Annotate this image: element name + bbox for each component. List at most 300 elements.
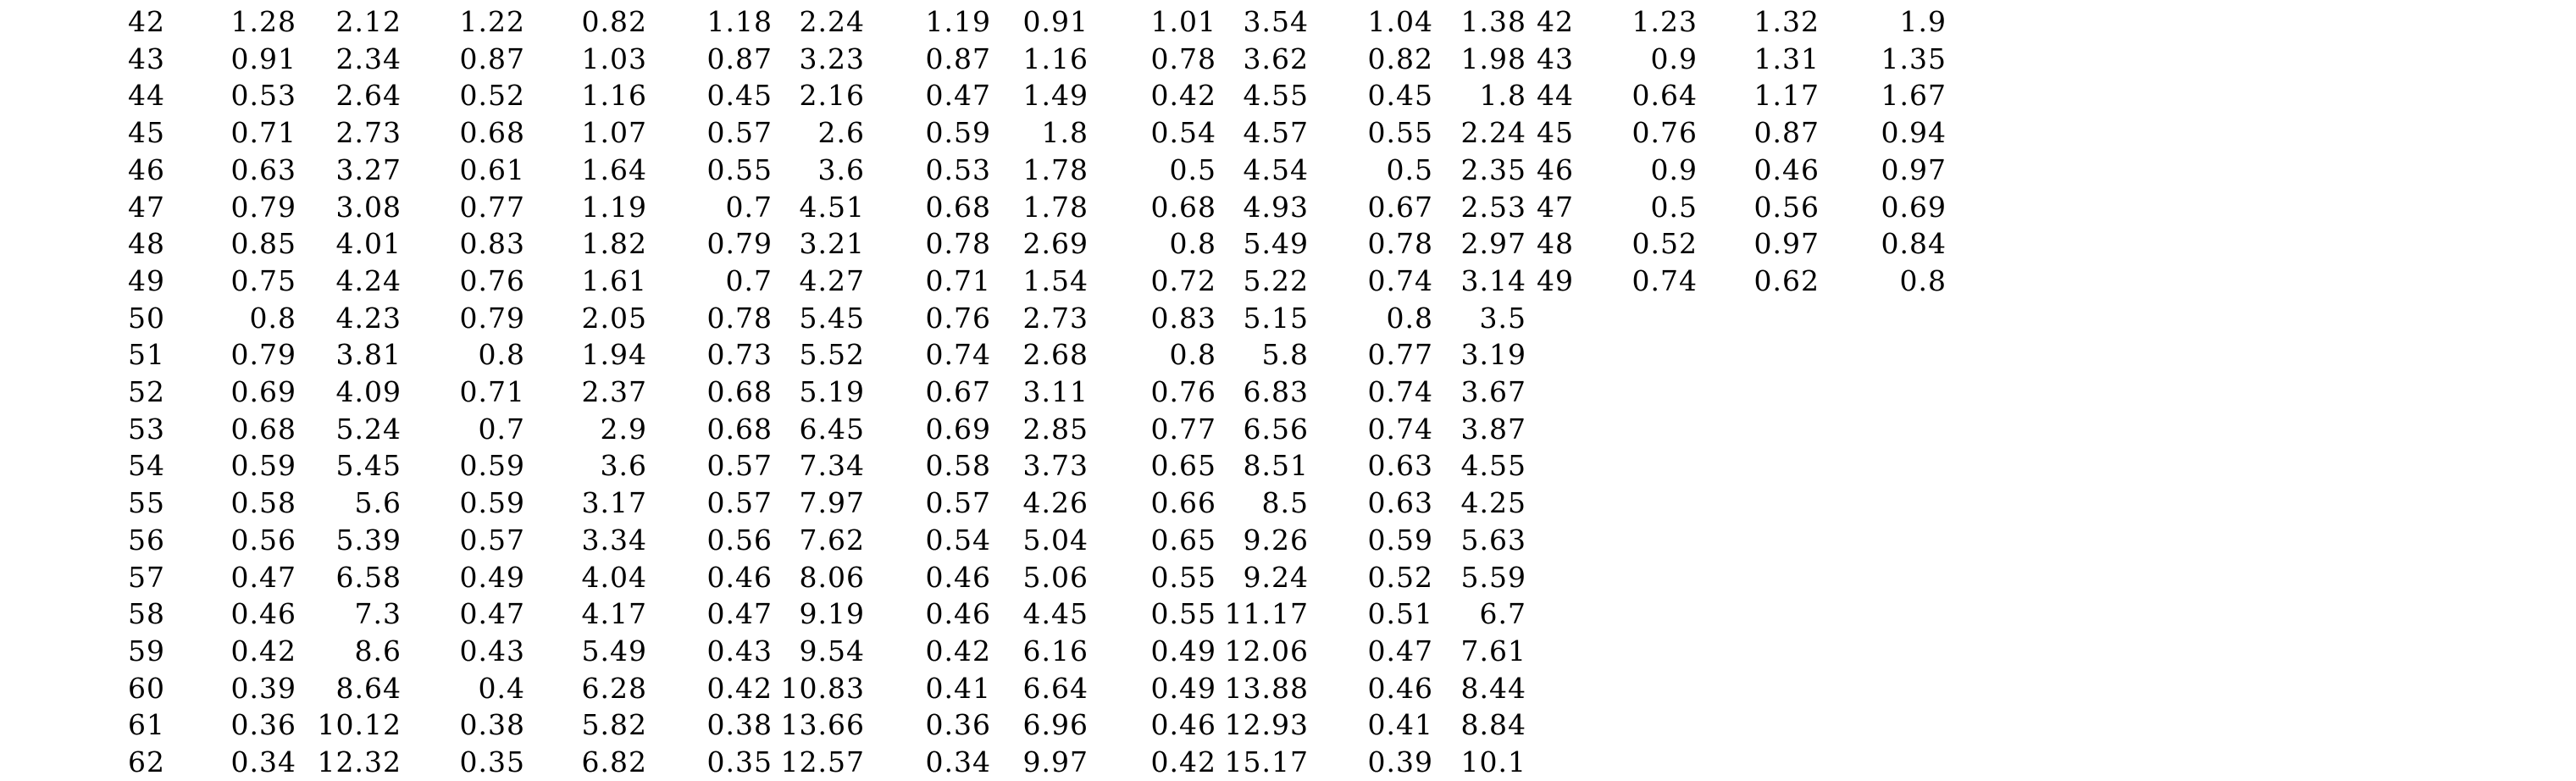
- table-cell: 0.34: [230, 745, 296, 778]
- table-cell: 2.34: [335, 42, 402, 75]
- table-row: [0, 3, 2576, 41]
- table-cell: 0.43: [459, 634, 525, 667]
- table-cell: 7.62: [799, 523, 865, 557]
- table-cell: 0.46: [1150, 708, 1216, 742]
- table-cell: 0.8: [249, 301, 296, 335]
- table-cell: 0.35: [706, 745, 773, 778]
- table-row: [0, 189, 2576, 226]
- table-cell: 0.71: [459, 375, 525, 408]
- table-cell: 0.77: [1150, 412, 1216, 446]
- table-cell: 4.26: [1022, 486, 1089, 520]
- table-cell: 0.52: [1631, 227, 1698, 261]
- table-cell: 0.68: [230, 412, 296, 446]
- row-number-cell: 46: [1537, 152, 1574, 186]
- table-cell: 0.34: [925, 745, 991, 778]
- table-cell: 0.71: [230, 116, 296, 150]
- table-cell: 1.16: [1022, 42, 1089, 75]
- table-cell: 5.39: [335, 523, 402, 557]
- table-row: [0, 485, 2576, 522]
- table-row: [0, 633, 2576, 670]
- table-row: [0, 447, 2576, 485]
- table-cell: 0.69: [1881, 190, 1947, 224]
- table-cell: 0.38: [706, 708, 773, 742]
- table-row: [0, 77, 2576, 114]
- table-cell: 5.15: [1243, 301, 1309, 335]
- table-cell: 0.42: [1150, 79, 1216, 113]
- row-number-cell: 43: [128, 42, 165, 75]
- table-cell: 3.6: [817, 152, 865, 186]
- table-cell: 0.61: [459, 152, 525, 186]
- table-cell: 3.17: [581, 486, 647, 520]
- table-cell: 12.93: [1224, 708, 1309, 742]
- table-cell: 10.83: [780, 671, 865, 705]
- table-cell: 0.68: [925, 190, 991, 224]
- table-cell: 5.19: [799, 375, 865, 408]
- table-cell: 0.8: [1899, 263, 1947, 297]
- row-number-cell: 45: [1537, 116, 1574, 150]
- table-cell: 13.88: [1224, 671, 1309, 705]
- table-cell: 4.57: [1243, 116, 1309, 150]
- row-number-cell: 56: [128, 523, 165, 557]
- table-cell: 0.38: [459, 708, 525, 742]
- table-cell: 8.84: [1460, 708, 1526, 742]
- table-cell: 0.56: [1753, 190, 1820, 224]
- table-cell: 0.76: [459, 263, 525, 297]
- table-row: [0, 670, 2576, 707]
- table-cell: 5.6: [354, 486, 402, 520]
- table-cell: 6.96: [1022, 708, 1089, 742]
- row-number-cell: 60: [128, 671, 165, 705]
- table-cell: 2.9: [600, 412, 647, 446]
- row-number-cell: 55: [128, 486, 165, 520]
- table-cell: 2.16: [799, 79, 865, 113]
- table-cell: 8.51: [1243, 449, 1309, 483]
- row-number-cell: 61: [128, 708, 165, 742]
- table-cell: 1.82: [581, 227, 647, 261]
- table-cell: 0.49: [1150, 634, 1216, 667]
- table-cell: 0.59: [925, 116, 991, 150]
- table-cell: 5.06: [1022, 560, 1089, 594]
- table-cell: 2.24: [799, 5, 865, 38]
- table-cell: 0.47: [230, 560, 296, 594]
- table-cell: 1.64: [581, 152, 647, 186]
- table-cell: 6.28: [581, 671, 647, 705]
- table-row: [0, 225, 2576, 263]
- table-cell: 5.49: [581, 634, 647, 667]
- table-cell: 4.01: [335, 227, 402, 261]
- row-number-cell: 48: [128, 227, 165, 261]
- table-cell: 0.71: [925, 263, 991, 297]
- table-cell: 4.25: [1460, 486, 1526, 520]
- table-cell: 0.74: [1631, 263, 1698, 297]
- table-cell: 1.28: [230, 5, 296, 38]
- table-cell: 4.51: [799, 190, 865, 224]
- table-cell: 3.67: [1460, 375, 1526, 408]
- table-cell: 4.54: [1243, 152, 1309, 186]
- table-cell: 1.22: [459, 5, 525, 38]
- table-cell: 8.6: [354, 634, 402, 667]
- table-cell: 3.21: [799, 227, 865, 261]
- table-cell: 0.47: [925, 79, 991, 113]
- table-cell: 9.97: [1022, 745, 1089, 778]
- table-cell: 4.04: [581, 560, 647, 594]
- table-row: [0, 374, 2576, 411]
- table-cell: 0.59: [230, 449, 296, 483]
- table-cell: 5.52: [799, 338, 865, 372]
- table-cell: 0.65: [1150, 449, 1216, 483]
- table-row: [0, 559, 2576, 596]
- table-cell: 5.22: [1243, 263, 1309, 297]
- table-cell: 0.87: [459, 42, 525, 75]
- table-cell: 1.78: [1022, 190, 1089, 224]
- table-cell: 4.23: [335, 301, 402, 335]
- table-cell: 0.57: [459, 523, 525, 557]
- table-cell: 0.49: [459, 560, 525, 594]
- table-cell: 0.75: [230, 263, 296, 297]
- table-cell: 0.59: [459, 486, 525, 520]
- table-cell: 1.98: [1460, 42, 1526, 75]
- table-cell: 0.58: [230, 486, 296, 520]
- row-number-cell: 42: [1537, 5, 1574, 38]
- table-cell: 0.74: [925, 338, 991, 372]
- table-cell: 0.76: [925, 301, 991, 335]
- table-cell: 0.57: [706, 449, 773, 483]
- table-cell: 4.55: [1243, 79, 1309, 113]
- table-cell: 7.3: [354, 597, 402, 631]
- table-cell: 0.73: [706, 338, 773, 372]
- table-cell: 0.68: [706, 375, 773, 408]
- table-cell: 5.49: [1243, 227, 1309, 261]
- table-cell: 0.69: [230, 375, 296, 408]
- table-cell: 1.01: [1150, 5, 1216, 38]
- table-cell: 0.57: [706, 116, 773, 150]
- table-cell: 13.66: [780, 708, 865, 742]
- table-cell: 0.67: [1367, 190, 1433, 224]
- table-cell: 0.83: [1150, 301, 1216, 335]
- table-cell: 12.06: [1224, 634, 1309, 667]
- row-number-cell: 44: [128, 79, 165, 113]
- table-cell: 1.9: [1899, 5, 1947, 38]
- table-cell: 3.14: [1460, 263, 1526, 297]
- table-cell: 0.79: [230, 338, 296, 372]
- table-cell: 0.5: [1386, 152, 1433, 186]
- table-row: [0, 336, 2576, 374]
- table-cell: 2.37: [581, 375, 647, 408]
- table-cell: 6.82: [581, 745, 647, 778]
- table-cell: 1.49: [1022, 79, 1089, 113]
- table-cell: 6.58: [335, 560, 402, 594]
- table-cell: 0.74: [1367, 263, 1433, 297]
- table-cell: 3.5: [1479, 301, 1526, 335]
- table-cell: 3.87: [1460, 412, 1526, 446]
- table-cell: 0.7: [725, 190, 773, 224]
- table-cell: 0.5: [1169, 152, 1216, 186]
- table-cell: 2.73: [335, 116, 402, 150]
- table-cell: 1.17: [1753, 79, 1820, 113]
- table-cell: 0.77: [1367, 338, 1433, 372]
- table-cell: 2.35: [1460, 152, 1526, 186]
- table-cell: 4.17: [581, 597, 647, 631]
- table-cell: 3.54: [1243, 5, 1309, 38]
- table-cell: 1.8: [1041, 116, 1089, 150]
- table-cell: 9.54: [799, 634, 865, 667]
- table-cell: 4.55: [1460, 449, 1526, 483]
- row-number-cell: 49: [128, 263, 165, 297]
- table-cell: 0.35: [459, 745, 525, 778]
- table-cell: 0.67: [925, 375, 991, 408]
- table-cell: 7.97: [799, 486, 865, 520]
- table-cell: 0.4: [478, 671, 525, 705]
- table-cell: 0.47: [706, 597, 773, 631]
- table-cell: 3.08: [335, 190, 402, 224]
- table-cell: 8.06: [799, 560, 865, 594]
- table-cell: 0.42: [1150, 745, 1216, 778]
- table-cell: 0.52: [1367, 560, 1433, 594]
- table-cell: 0.78: [706, 301, 773, 335]
- table-cell: 0.62: [1753, 263, 1820, 297]
- table-cell: 11.17: [1224, 597, 1309, 631]
- table-cell: 5.59: [1460, 560, 1526, 594]
- table-cell: 0.68: [459, 116, 525, 150]
- table-row: [0, 300, 2576, 337]
- table-cell: 5.04: [1022, 523, 1089, 557]
- table-cell: 5.45: [799, 301, 865, 335]
- table-cell: 1.04: [1367, 5, 1433, 38]
- table-cell: 0.55: [706, 152, 773, 186]
- table-cell: 0.97: [1881, 152, 1947, 186]
- table-cell: 0.77: [459, 190, 525, 224]
- table-cell: 2.05: [581, 301, 647, 335]
- table-cell: 0.97: [1753, 227, 1820, 261]
- table-cell: 4.93: [1243, 190, 1309, 224]
- table-cell: 1.18: [706, 5, 773, 38]
- table-cell: 1.16: [581, 79, 647, 113]
- table-cell: 0.7: [478, 412, 525, 446]
- table-cell: 0.78: [1367, 227, 1433, 261]
- row-number-cell: 54: [128, 449, 165, 483]
- table-cell: 9.26: [1243, 523, 1309, 557]
- table-cell: 0.53: [925, 152, 991, 186]
- table-cell: 0.56: [230, 523, 296, 557]
- table-cell: 2.53: [1460, 190, 1526, 224]
- table-cell: 0.58: [925, 449, 991, 483]
- table-cell: 0.41: [925, 671, 991, 705]
- table-cell: 0.87: [706, 42, 773, 75]
- row-number-cell: 58: [128, 597, 165, 631]
- table-cell: 3.81: [335, 338, 402, 372]
- table-cell: 0.82: [581, 5, 647, 38]
- table-cell: 0.63: [1367, 449, 1433, 483]
- table-cell: 0.39: [230, 671, 296, 705]
- table-cell: 0.76: [1631, 116, 1698, 150]
- table-cell: 0.8: [1169, 338, 1216, 372]
- table-cell: 0.74: [1367, 375, 1433, 408]
- table-cell: 0.8: [1169, 227, 1216, 261]
- table-cell: 0.42: [230, 634, 296, 667]
- table-cell: 3.19: [1460, 338, 1526, 372]
- table-cell: 1.19: [581, 190, 647, 224]
- table-cell: 9.19: [799, 597, 865, 631]
- table-cell: 0.53: [230, 79, 296, 113]
- table-cell: 7.61: [1460, 634, 1526, 667]
- table-cell: 0.39: [1367, 745, 1433, 778]
- table-cell: 0.87: [1753, 116, 1820, 150]
- table-cell: 2.6: [817, 116, 865, 150]
- table-cell: 0.5: [1650, 190, 1698, 224]
- table-cell: 0.68: [706, 412, 773, 446]
- table-cell: 1.35: [1881, 42, 1947, 75]
- table-cell: 2.12: [335, 5, 402, 38]
- table-cell: 4.24: [335, 263, 402, 297]
- table-cell: 1.8: [1479, 79, 1526, 113]
- table-cell: 4.09: [335, 375, 402, 408]
- table-cell: 0.74: [1367, 412, 1433, 446]
- table-cell: 0.76: [1150, 375, 1216, 408]
- table-row: [0, 706, 2576, 744]
- table-row: [0, 411, 2576, 448]
- table-cell: 6.16: [1022, 634, 1089, 667]
- table-cell: 0.79: [706, 227, 773, 261]
- table-cell: 0.41: [1367, 708, 1433, 742]
- table-row: [0, 114, 2576, 152]
- table-cell: 0.55: [1150, 560, 1216, 594]
- table-cell: 2.64: [335, 79, 402, 113]
- table-cell: 0.46: [230, 597, 296, 631]
- table-cell: 8.64: [335, 671, 402, 705]
- table-cell: 12.32: [317, 745, 402, 778]
- table-row: [0, 522, 2576, 559]
- table-cell: 0.46: [925, 597, 991, 631]
- row-number-cell: 52: [128, 375, 165, 408]
- table-cell: 0.54: [925, 523, 991, 557]
- table-cell: 0.8: [478, 338, 525, 372]
- table-cell: 5.24: [335, 412, 402, 446]
- table-cell: 0.72: [1150, 263, 1216, 297]
- row-number-cell: 45: [128, 116, 165, 150]
- table-cell: 3.11: [1022, 375, 1089, 408]
- table-cell: 3.27: [335, 152, 402, 186]
- table-cell: 3.23: [799, 42, 865, 75]
- table-cell: 0.8: [1386, 301, 1433, 335]
- table-cell: 0.66: [1150, 486, 1216, 520]
- table-cell: 0.42: [706, 671, 773, 705]
- table-cell: 0.36: [230, 708, 296, 742]
- table-cell: 0.43: [706, 634, 773, 667]
- table-cell: 10.1: [1460, 745, 1526, 778]
- table-cell: 0.79: [459, 301, 525, 335]
- table-cell: 10.12: [317, 708, 402, 742]
- table-row: [0, 152, 2576, 189]
- table-cell: 6.7: [1479, 597, 1526, 631]
- table-cell: 1.54: [1022, 263, 1089, 297]
- table-cell: 1.03: [581, 42, 647, 75]
- table-cell: 0.57: [706, 486, 773, 520]
- table-cell: 0.46: [1753, 152, 1820, 186]
- row-number-cell: 57: [128, 560, 165, 594]
- table-cell: 5.45: [335, 449, 402, 483]
- table-cell: 0.45: [706, 79, 773, 113]
- table-cell: 1.61: [581, 263, 647, 297]
- table-cell: 6.56: [1243, 412, 1309, 446]
- table-cell: 2.97: [1460, 227, 1526, 261]
- table-cell: 0.46: [706, 560, 773, 594]
- table-cell: 0.59: [459, 449, 525, 483]
- table-cell: 0.59: [1367, 523, 1433, 557]
- table-cell: 0.94: [1881, 116, 1947, 150]
- table-cell: 0.42: [925, 634, 991, 667]
- table-cell: 0.55: [1367, 116, 1433, 150]
- table-cell: 4.27: [799, 263, 865, 297]
- table-cell: 0.36: [925, 708, 991, 742]
- table-cell: 2.69: [1022, 227, 1089, 261]
- table-cell: 0.57: [925, 486, 991, 520]
- table-cell: 0.78: [925, 227, 991, 261]
- table-cell: 1.94: [581, 338, 647, 372]
- table-cell: 0.49: [1150, 671, 1216, 705]
- row-number-cell: 62: [128, 745, 165, 778]
- table-cell: 2.24: [1460, 116, 1526, 150]
- table-cell: 3.34: [581, 523, 647, 557]
- table-cell: 0.9: [1650, 42, 1698, 75]
- table-cell: 0.7: [725, 263, 773, 297]
- table-cell: 3.62: [1243, 42, 1309, 75]
- table-cell: 0.87: [925, 42, 991, 75]
- table-cell: 1.38: [1460, 5, 1526, 38]
- table-cell: 0.9: [1650, 152, 1698, 186]
- table-cell: 9.24: [1243, 560, 1309, 594]
- row-number-cell: 47: [1537, 190, 1574, 224]
- table-cell: 0.85: [230, 227, 296, 261]
- table-cell: 1.31: [1753, 42, 1820, 75]
- row-number-cell: 53: [128, 412, 165, 446]
- row-number-cell: 49: [1537, 263, 1574, 297]
- row-number-cell: 59: [128, 634, 165, 667]
- table-cell: 15.17: [1224, 745, 1309, 778]
- table-cell: 0.46: [925, 560, 991, 594]
- table-cell: 0.47: [459, 597, 525, 631]
- table-cell: 0.47: [1367, 634, 1433, 667]
- table-cell: 0.56: [706, 523, 773, 557]
- row-number-cell: 50: [128, 301, 165, 335]
- table-cell: 6.64: [1022, 671, 1089, 705]
- table-cell: 0.46: [1367, 671, 1433, 705]
- table-cell: 0.65: [1150, 523, 1216, 557]
- table-cell: 0.63: [230, 152, 296, 186]
- table-cell: 1.19: [925, 5, 991, 38]
- row-number-cell: 44: [1537, 79, 1574, 113]
- table-cell: 5.82: [581, 708, 647, 742]
- table-cell: 0.54: [1150, 116, 1216, 150]
- row-number-cell: 51: [128, 338, 165, 372]
- table-cell: 1.78: [1022, 152, 1089, 186]
- table-cell: 7.34: [799, 449, 865, 483]
- table-cell: 0.55: [1150, 597, 1216, 631]
- row-number-cell: 46: [128, 152, 165, 186]
- table-cell: 0.68: [1150, 190, 1216, 224]
- table-cell: 0.91: [230, 42, 296, 75]
- table-cell: 1.07: [581, 116, 647, 150]
- table-cell: 5.63: [1460, 523, 1526, 557]
- table-cell: 2.73: [1022, 301, 1089, 335]
- table-cell: 4.45: [1022, 597, 1089, 631]
- table-cell: 0.91: [1022, 5, 1089, 38]
- row-number-cell: 47: [128, 190, 165, 224]
- table-cell: 1.67: [1881, 79, 1947, 113]
- table-row: [0, 595, 2576, 633]
- table-cell: 3.6: [600, 449, 647, 483]
- table-cell: 0.64: [1631, 79, 1698, 113]
- table-row: [0, 263, 2576, 300]
